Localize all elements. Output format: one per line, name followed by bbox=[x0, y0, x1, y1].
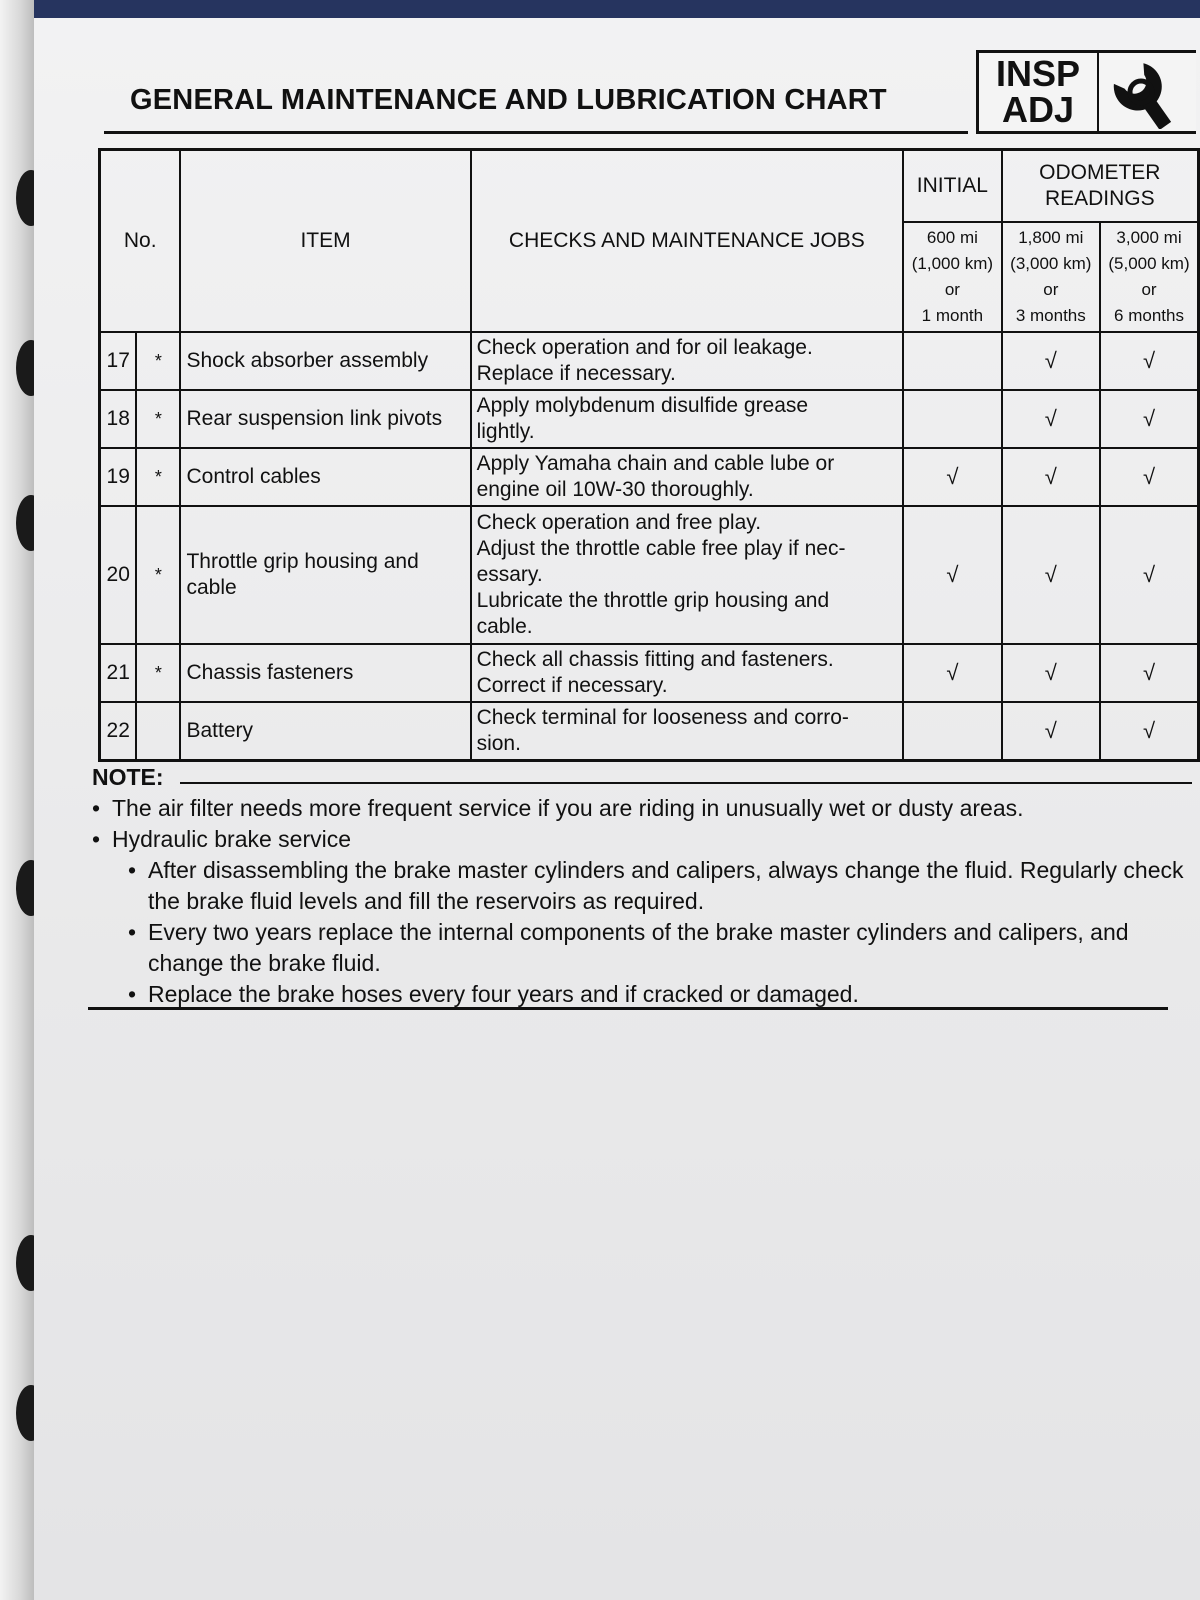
binder-spine bbox=[0, 0, 34, 1600]
check-cell: √ bbox=[1100, 644, 1199, 702]
badge-line-adj: ADJ bbox=[1001, 89, 1075, 130]
row-star: * bbox=[136, 332, 180, 390]
row-star bbox=[136, 702, 180, 761]
note-bullet: • The air filter needs more frequent service if you are riding in unusually wet or dusty areas. bbox=[92, 793, 1192, 824]
check-cell: √ bbox=[1002, 702, 1100, 761]
interval-initial bbox=[903, 222, 1001, 332]
job-line: Lubricate the throttle grip housing and bbox=[476, 588, 830, 612]
check-cell: √ bbox=[1002, 390, 1100, 448]
job-line: Apply Yamaha chain and cable lube or bbox=[476, 451, 835, 475]
check-cell bbox=[903, 702, 1001, 761]
badge-text bbox=[979, 53, 1099, 131]
interval-3-months bbox=[1002, 222, 1100, 332]
row-star: * bbox=[136, 644, 180, 702]
table-row bbox=[100, 390, 1199, 448]
job-line: Correct if necessary. bbox=[476, 673, 668, 697]
title-underline bbox=[104, 131, 968, 134]
interval-km: (5,000 km) bbox=[1108, 253, 1190, 273]
page-title: GENERAL MAINTENANCE AND LUBRICATION CHART bbox=[130, 84, 887, 116]
row-item: Shock absorber assembly bbox=[180, 332, 470, 390]
note-section bbox=[92, 762, 1192, 1010]
row-number: 18 bbox=[100, 390, 137, 448]
job-line: Adjust the throttle cable free play if nec- bbox=[476, 536, 846, 560]
row-jobs bbox=[471, 390, 904, 448]
check-cell: √ bbox=[1100, 390, 1199, 448]
interval-or: or bbox=[1141, 279, 1157, 299]
interval-miles: 3,000 mi bbox=[1116, 227, 1182, 247]
interval-km: (1,000 km) bbox=[911, 253, 994, 273]
header-no: No. bbox=[100, 150, 181, 332]
page-top-band bbox=[0, 0, 1200, 18]
row-jobs bbox=[471, 448, 904, 506]
check-cell: √ bbox=[1002, 506, 1100, 644]
badge-line-insp: INSP bbox=[995, 53, 1081, 94]
row-star: * bbox=[136, 506, 180, 644]
table-row bbox=[100, 644, 1199, 702]
table-row bbox=[100, 702, 1199, 761]
row-item: Chassis fasteners bbox=[180, 644, 470, 702]
note-sub-bullet: • Replace the brake hoses every four years and if cracked or damaged. bbox=[112, 979, 1192, 1010]
check-cell bbox=[903, 390, 1001, 448]
check-cell: √ bbox=[1002, 644, 1100, 702]
check-cell: √ bbox=[1002, 332, 1100, 390]
job-line: Check terminal for looseness and corro- bbox=[476, 705, 849, 729]
job-line: cable. bbox=[476, 614, 533, 638]
header-initial: INITIAL bbox=[903, 150, 1001, 222]
note-sub-bullet: • Every two years replace the internal components of the brake master cylinders and calipers, and change the brake fluid. bbox=[112, 917, 1192, 979]
check-cell: √ bbox=[1100, 702, 1199, 761]
header-odometer: ODOMETER READINGS bbox=[1002, 150, 1199, 222]
row-star: * bbox=[136, 390, 180, 448]
header-checks-jobs: CHECKS AND MAINTENANCE JOBS bbox=[471, 150, 904, 332]
job-line: engine oil 10W-30 thoroughly. bbox=[476, 477, 754, 501]
job-line: Check all chassis fitting and fasteners. bbox=[476, 647, 834, 671]
check-cell: √ bbox=[1100, 332, 1199, 390]
check-cell: √ bbox=[1100, 506, 1199, 644]
row-item: Throttle grip housing and cable bbox=[180, 506, 470, 644]
row-number: 17 bbox=[100, 332, 137, 390]
check-cell: √ bbox=[1002, 448, 1100, 506]
maintenance-chart-table bbox=[98, 148, 1200, 762]
check-cell: √ bbox=[903, 506, 1001, 644]
row-item: Control cables bbox=[180, 448, 470, 506]
job-line: Replace if necessary. bbox=[476, 361, 676, 385]
row-jobs bbox=[471, 506, 904, 644]
interval-time: 1 month bbox=[921, 305, 984, 325]
job-line: Check operation and for oil leakage. bbox=[476, 335, 813, 359]
check-cell: √ bbox=[903, 644, 1001, 702]
note-sublist bbox=[112, 855, 1192, 1010]
job-line: sion. bbox=[476, 731, 521, 755]
interval-6-months bbox=[1100, 222, 1199, 332]
note-sub-bullet: • After disassembling the brake master cylinders and calipers, always change the fluid. Regularly check the brake fluid levels and fill the reservoirs as required. bbox=[112, 855, 1192, 917]
interval-km: (3,000 km) bbox=[1010, 253, 1092, 273]
job-line: Check operation and free play. bbox=[476, 510, 762, 534]
note-heading-label: NOTE: bbox=[92, 764, 164, 790]
note-bullet bbox=[92, 824, 1192, 1010]
note-list bbox=[92, 793, 1192, 1010]
check-cell bbox=[903, 332, 1001, 390]
row-star: * bbox=[136, 448, 180, 506]
interval-time: 6 months bbox=[1114, 305, 1184, 325]
section-badge bbox=[976, 50, 1196, 134]
note-bottom-rule bbox=[88, 1007, 1168, 1010]
row-item: Rear suspension link pivots bbox=[180, 390, 470, 448]
row-number: 20 bbox=[100, 506, 137, 644]
check-cell: √ bbox=[903, 448, 1001, 506]
interval-time: 3 months bbox=[1015, 305, 1086, 325]
interval-or: or bbox=[1043, 279, 1059, 299]
note-bullet-text: Hydraulic brake service bbox=[112, 826, 352, 852]
interval-miles: 1,800 mi bbox=[1018, 227, 1084, 247]
check-cell: √ bbox=[1100, 448, 1199, 506]
row-jobs bbox=[471, 644, 904, 702]
interval-miles: 600 mi bbox=[926, 227, 978, 247]
row-number: 21 bbox=[100, 644, 137, 702]
job-line: essary. bbox=[476, 562, 543, 586]
row-jobs bbox=[471, 332, 904, 390]
interval-or: or bbox=[944, 279, 960, 299]
table-row bbox=[100, 448, 1199, 506]
wrench-nut-icon bbox=[1103, 59, 1183, 129]
header-item: ITEM bbox=[180, 150, 470, 332]
job-line: Apply molybdenum disulfide grease bbox=[476, 393, 809, 417]
table-row bbox=[100, 506, 1199, 644]
row-number: 22 bbox=[100, 702, 137, 761]
note-heading bbox=[92, 762, 1192, 793]
row-jobs bbox=[471, 702, 904, 761]
row-item: Battery bbox=[180, 702, 470, 761]
job-line: lightly. bbox=[476, 419, 535, 443]
table-row bbox=[100, 332, 1199, 390]
note-heading-rule bbox=[180, 782, 1192, 784]
row-number: 19 bbox=[100, 448, 137, 506]
